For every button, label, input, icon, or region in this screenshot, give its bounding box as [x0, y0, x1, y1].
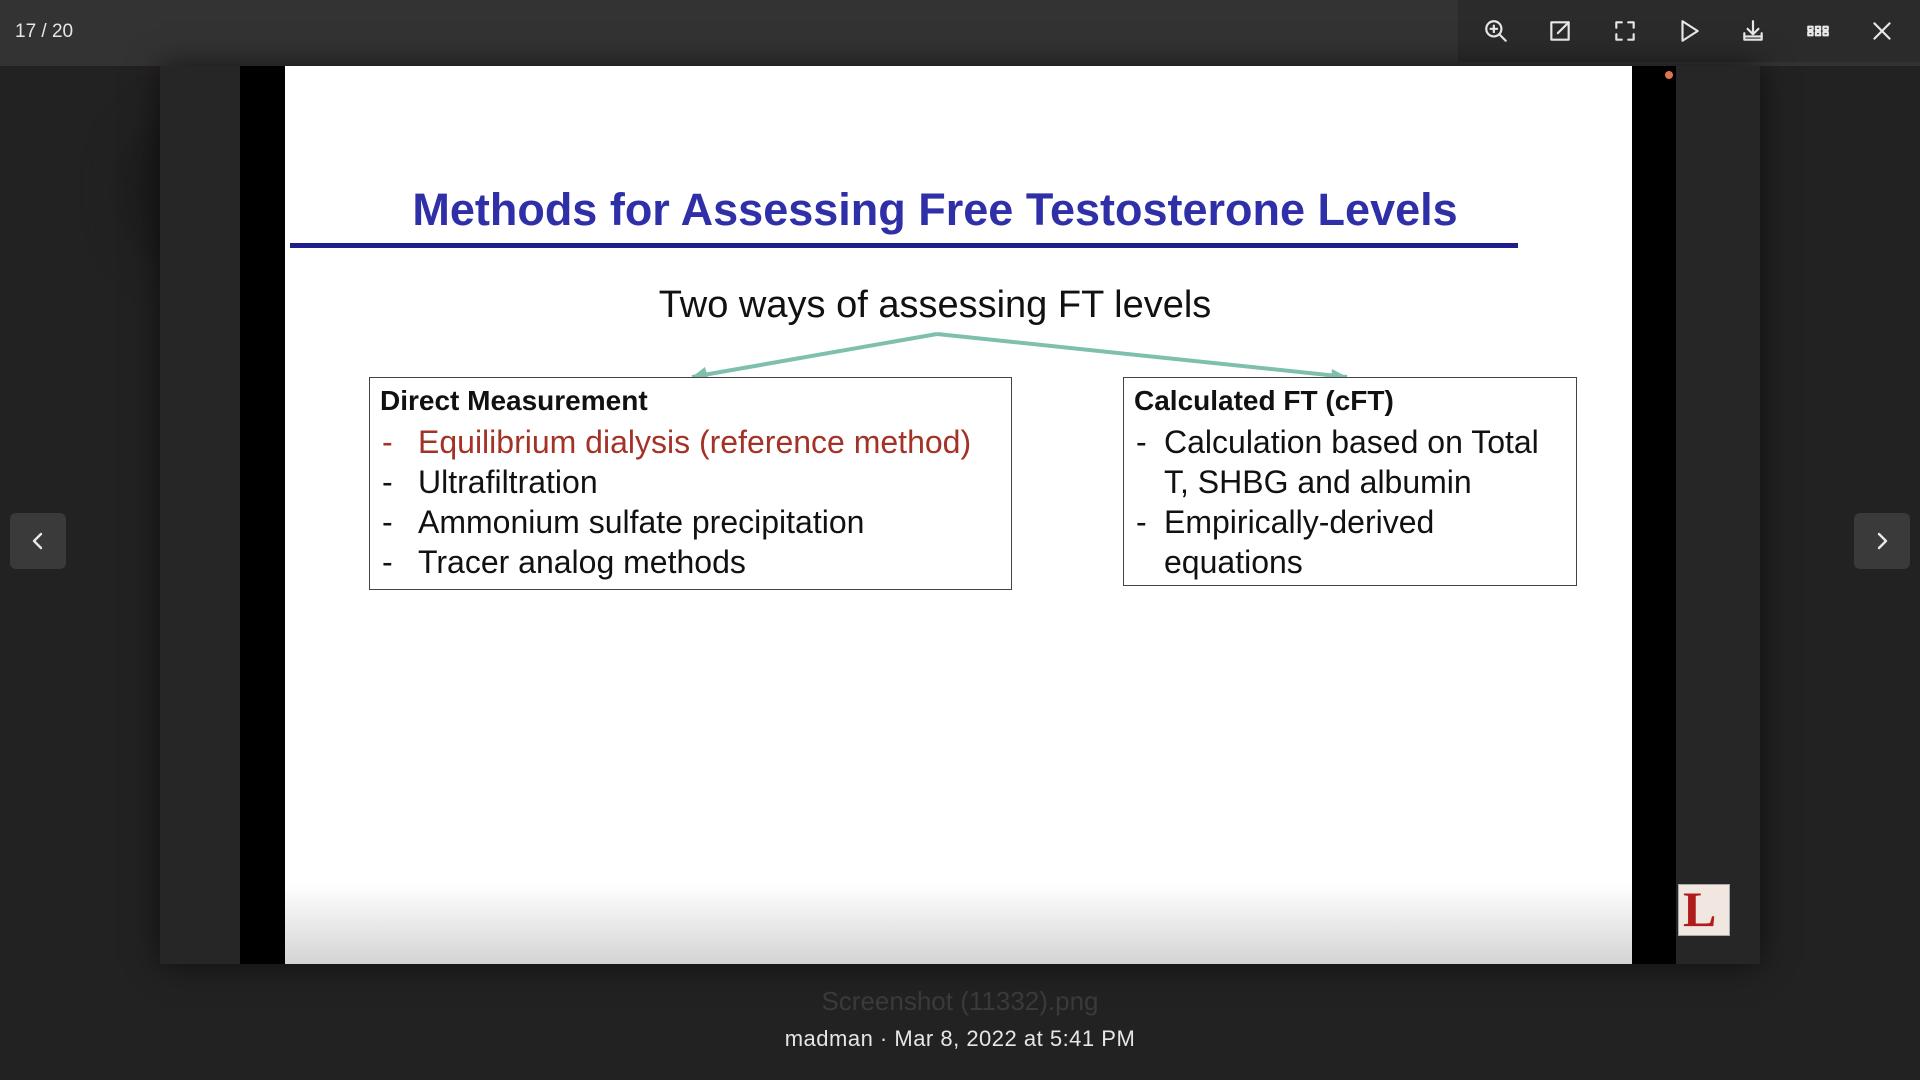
image-filename: Screenshot (11332).png [821, 986, 1099, 1016]
grid-view-button[interactable] [1798, 11, 1838, 51]
list-item [380, 542, 1001, 582]
next-image-button[interactable] [1854, 513, 1910, 569]
slideshow-button[interactable] [1669, 11, 1709, 51]
box-heading: Direct Measurement [380, 385, 648, 416]
chevron-left-icon [26, 529, 50, 553]
list-dash: - [382, 464, 393, 500]
image-meta: madman · Mar 8, 2022 at 5:41 PM [784, 1026, 1136, 1051]
list-item-text: Empirically-derived equations [1164, 504, 1435, 580]
close-button[interactable] [1862, 11, 1902, 51]
list-dash: - [382, 424, 393, 460]
close-icon [1869, 18, 1895, 44]
list-dash: - [382, 544, 393, 580]
list-dash: - [1136, 424, 1147, 460]
box-heading: Calculated FT (cFT) [1134, 385, 1394, 416]
previous-image-button[interactable] [10, 513, 66, 569]
logo-letter: L [1683, 881, 1717, 937]
download-icon [1740, 18, 1766, 44]
download-button[interactable] [1733, 11, 1773, 51]
slide-bottom-fade [285, 884, 1632, 964]
list-dash: - [382, 504, 393, 540]
image-counter: 17 / 20 [15, 21, 74, 42]
chevron-right-icon [1870, 529, 1894, 553]
slide-title: Methods for Assessing Free Testosterone Levels [412, 184, 1458, 235]
recording-indicator-dot [1665, 71, 1673, 79]
fullscreen-icon [1612, 18, 1638, 44]
direct-measurement-box [369, 377, 1012, 590]
open-external-button[interactable] [1540, 11, 1580, 51]
list-dash: - [1136, 504, 1147, 540]
channel-logo [1678, 881, 1730, 937]
zoom-in-button[interactable] [1476, 11, 1516, 51]
viewer-top-bar [0, 0, 1920, 66]
list-item [380, 462, 1001, 502]
grid-icon [1805, 18, 1831, 44]
list-item-text: Ultrafiltration [418, 464, 598, 500]
list-item [380, 422, 1001, 462]
list-item-text: Calculation based on Total T, SHBG and albumin [1164, 424, 1539, 500]
play-icon [1676, 18, 1702, 44]
list-item-text: Ammonium sulfate precipitation [418, 504, 865, 540]
slide-subtitle: Two ways of assessing FT levels [658, 284, 1212, 326]
list-item-text: Tracer analog methods [418, 544, 746, 580]
zoom-in-icon [1483, 18, 1509, 44]
slide-image [285, 66, 1632, 964]
list-item [380, 502, 1001, 542]
list-item-text: Equilibrium dialysis (reference method) [418, 424, 972, 460]
list-item [1134, 422, 1566, 502]
list-item [1134, 502, 1566, 582]
calculated-ft-box [1123, 377, 1577, 586]
external-link-icon [1547, 18, 1573, 44]
viewer-toolbar [1458, 0, 1920, 62]
fullscreen-button[interactable] [1605, 11, 1645, 51]
